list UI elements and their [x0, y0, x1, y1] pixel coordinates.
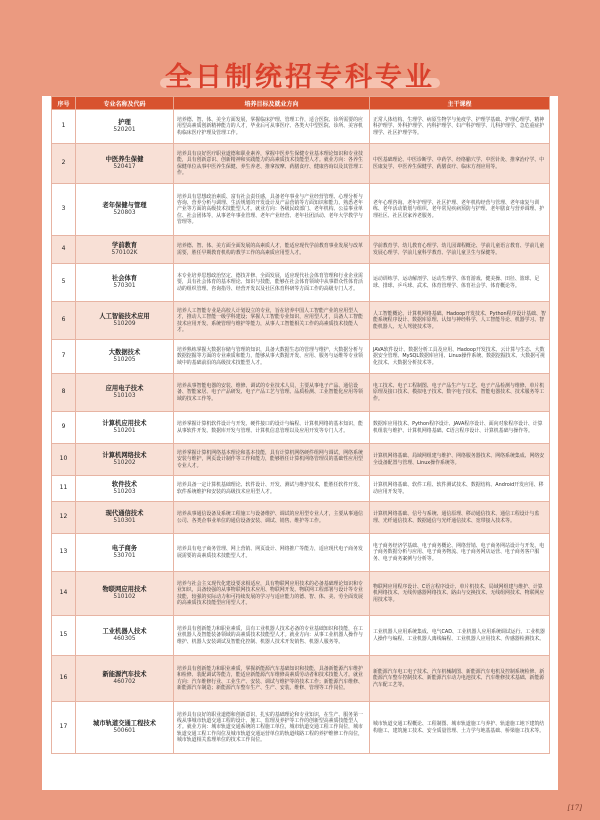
goal-cell: 培养熟练掌握大数据存储与管理的知识，具备大数据生态的管理与维护，大数据分析与数据挖掘等方面的专业素质和能力，能够从事大数据开发、应用、服务与运维等专业领域中的基础前沿的高级技术技能型人才。	[174, 340, 370, 374]
major-name: 大数据技术	[108, 349, 141, 356]
table-row	[52, 572, 550, 616]
major-name: 城市轨道交通工程技术	[93, 720, 156, 727]
major-name: 老年保健与管理	[102, 202, 147, 209]
major-cell	[76, 616, 174, 656]
table-row	[52, 302, 550, 340]
table-row	[52, 702, 550, 754]
goal-cell: 培养掌握计算机网络基本理论和基本技能，具有计算机网络硬件组网与调试，网络系统安装与维护，网页设计制作等工作和能力，能够胜任计算机网络管理员的基础性应用型专业人才。	[174, 444, 370, 476]
courses-cell: 电子商务经济学基础、电子商务概论、网络营销、电子商务网站设计与开发、电子商务数据分析与应用、电子商务物流、电子商务网店运营、电子商务客户服务、电子商务案例与分析等。	[370, 534, 550, 572]
goal-cell: 培养德、智、体、美全方面发展，掌握临床护理、管理工作，适合医院、诊所需要的应用型高素质创新精神能力的人才，毕业后可从事医疗、各类大中型医院、诊所、美容机构临床医疗护理及管理工作。	[174, 110, 370, 144]
major-code: 510301	[113, 518, 136, 524]
major-code: 510202	[113, 460, 136, 466]
major-name: 电子商务	[111, 545, 138, 552]
major-name: 软件技术	[111, 481, 138, 488]
table-header-row	[52, 97, 550, 110]
goal-cell: 培养从事智能电器的安装、维修、调试的专业技术人员，主要从事电子产品、通信设备、智能家居、电子产品研发、电子产品工艺与管理、品质检测、工业智能化应用等领域的技术工作等。	[174, 374, 370, 412]
courses-cell: 数据库应用技术、Python程序设计、JAVA程序设计、面向对象程序设计、计算机组装与维护、计算机网络基础、C语言程序设计、计算机基础与操作等。	[370, 412, 550, 444]
goal-cell: 培养与社会主义现代化建设要求相适应，具有物联网应用技术的必备基础理论知识和专业知识，具备较强的从事物联网技术应用、物联网开发、物联网工程部署与设计等专业技能，较强的实际动力和可持续发展的学习与适应能力的德、智、体、美、劳全面发展的高素质技术技能型应用型人才。	[174, 572, 370, 616]
major-code: 570102K	[111, 250, 138, 256]
courses-cell: 中医基础理论、中医诊断学、中药学、经络腧穴学、中医针灸、推拿治疗学、中医康复学、中医养生保健学、药膳食疗、临床方剂应用等。	[370, 144, 550, 184]
row-number: 16	[52, 656, 76, 702]
major-name: 人工智能技术应用	[99, 313, 150, 320]
major-code: 510203	[113, 489, 136, 495]
table-row	[52, 476, 550, 502]
major-cell	[76, 302, 174, 340]
courses-cell: 计算机网络基础、软件工程、软件测试技术、数据结构、Android开发应用、移动应用开发等。	[370, 476, 550, 502]
table-row	[52, 412, 550, 444]
row-number: 4	[52, 236, 76, 264]
goal-cell: 培养从事通信设备及系统工程施工与设备维护、调试的应用型专业人才，主要从事通信公司、各类企事业单位的通信设备安装、调试、销售、维护等工作。	[174, 502, 370, 534]
row-number: 12	[52, 502, 76, 534]
table-row	[52, 534, 550, 572]
major-cell	[76, 236, 174, 264]
major-name: 物联网应用技术	[102, 586, 147, 593]
major-name: 学前教育	[111, 242, 138, 249]
major-cell	[76, 374, 174, 412]
goal-cell: 培养具有良好医疗职业道德和职业素养，掌握中医养生保健专业基本理论知识和专业技能，具有创新意识、创新精神和实践能力的高素质技术技能型人才。就业方向：各养生保健单位从事中医养生保健、养生养老、推拿按摩、药膳食疗、健康咨询以及其管理工作。	[174, 144, 370, 184]
table-row	[52, 340, 550, 374]
goal-cell: 培养具有电子商务管理、网上营销、网页设计、网络推广等能力，适应现代电子商务发展需要的高素质技术技能型人才。	[174, 534, 370, 572]
courses-cell: 正常人体结构、生理学、病原生物学与免疫学、护理学基础、护理心理学、精神科护理学、外科护理学、内科护理学、妇产科护理学、儿科护理学、急危重症护理学、社区护理学等。	[370, 110, 550, 144]
courses-cell: 工业机器人应用系统集成、电气CAD、工业机器人应用系统调试运行、工业机器人操作与编程、工业机器人离线编程、工业机器人应用技术、传感器检测技术。	[370, 616, 550, 656]
major-code: 510201	[113, 428, 136, 434]
majors-table-container	[51, 96, 549, 754]
table-row	[52, 264, 550, 302]
major-code: 520417	[113, 164, 136, 170]
table-body	[52, 110, 550, 754]
page-title: 全日制统招专科专业	[165, 62, 435, 93]
row-number: 11	[52, 476, 76, 502]
major-cell	[76, 144, 174, 184]
courses-cell: 新能源汽车电工电子技术、汽车机械制图、新能源汽车电机及控制系统检修、新能源汽车整车控制技术、新能源汽车动力电池技术、汽车维修技术基础、新能源汽车配工艺等。	[370, 656, 550, 702]
goal-cell: 培养具有创新能力和职业素质，具有工业机器人技术必备的专业基础知识和技能，在工业机器人及智能装备领域的高素质技术技能型人才。就业方向：从事工业机器人操作与维护、机器人安装调试及智能化控制、机器人技术开发销售、机器人服务等。	[174, 616, 370, 656]
goal-cell: 培养具有良好的职业道德和创新意识，扎实的基础理论和专业知识，在生产、服务第一线从事城市轨道交通工程的设计、施工、监理及养护等工作的创新型高素质技能型人才。就业方向：城市轨道交通系统的工程施工单位，城市轨道交通工程工作岗位，城市轨道交通工程工作岗位及城市轨道交通运营单位的轨道线路工程的养护维修工作岗位，城市轨道相关监理单位的技术工作岗位。	[174, 702, 370, 754]
table-row	[52, 616, 550, 656]
major-cell	[76, 110, 174, 144]
header-num: 序号	[52, 97, 76, 110]
major-name: 新能源汽车技术	[102, 671, 147, 678]
courses-cell: JAVA软件设计、数据分析工具及应用、Hadoop开发技术、云计算与生态、大数据安全管理、MySQL数据库应用、Linux操作系统、数据挖掘技术、大数据可视化技术、大数据分析技术等。	[370, 340, 550, 374]
major-code: 530701	[113, 553, 136, 559]
right-border-background	[558, 0, 600, 820]
major-cell	[76, 656, 174, 702]
courses-cell: 物联网应用程序设计、C语言程序设计、单片机技术、局域网组建与维护、计算机网络技术、无线传感器网络技术、路由与交换技术、无线组网技术、物联网应用技术等。	[370, 572, 550, 616]
major-cell	[76, 534, 174, 572]
table-row	[52, 236, 550, 264]
courses-cell: 人工智能概论、计算机网络基础、Hadoop开发技术、Python程序设计基础、智能系统程序设计、数据库原理、认知与神经科学、人工智能导论、机器学习、智能机器人、无人驾驶技术等。	[370, 302, 550, 340]
major-name: 护理	[118, 119, 131, 126]
goal-cell: 培养人工智能专业是高校人计划设立的专业，旨在培养中国人工智能产业的应用型人才，推动人工智能一级学科建设；掌握人工智能专业知识，应用型人才，具备人工智能技术应用开发、系统管理与维护等能力，从事人工智能相关工作的高素质技术技能人才。	[174, 302, 370, 340]
table-row	[52, 444, 550, 476]
row-number: 17	[52, 702, 76, 754]
table-row	[52, 374, 550, 412]
goal-cell: 本专业培养思想政治坚定、德技并修、全面发展，适应现代社会体育管理和行业企业需要，具有社会体育的基本理论、知识与技能，能够在社会体育领域中从事群众性体育活动的组织管理、咨询指导、经营开发以及社区体育科研等方面工作的高级专门人才。	[174, 264, 370, 302]
courses-cell: 计算机网络基础、信号与系统、通信原理、移动通信技术、通信工程设计与监理、光纤通信技术、数据通信与光纤通信技术、宽带接入技术等。	[370, 502, 550, 534]
major-cell	[76, 476, 174, 502]
major-cell	[76, 444, 174, 476]
row-number: 3	[52, 184, 76, 236]
row-number: 9	[52, 412, 76, 444]
courses-cell: 电工技术、电子工程制图、电子产品生产与工艺、电子产品检测与维修、单片机原理及接口技术、模拟电子技术、数字电子技术、智能电器技术、技术服务等工作。	[370, 374, 550, 412]
major-name: 计算机网络技术	[102, 452, 147, 459]
major-code: 510205	[113, 357, 136, 363]
row-number: 15	[52, 616, 76, 656]
goal-cell: 培养具有创新能力和职业素质，掌握新能源汽车基础知识和技能，具备新能源汽车维护和检修、装配调试等能力，能适应新能源汽车维修高素质劳动者和技术技能人才。就业方向：汽车维修行业、工业生产、安装、调试与维护等的技术工作；新能源汽车维修、新能源汽车制造；新能源汽车整车生产、生产、安装、维修、管理等工作岗位。	[174, 656, 370, 702]
major-code: 510103	[113, 393, 136, 399]
goal-cell: 培养德、智、体、美方面全面发展的高素质人才，能适应现代学前教育事业发展与改革需要，胜任早期教育机构的教学工作的高素质应用型人才。	[174, 236, 370, 264]
table-row	[52, 502, 550, 534]
row-number: 10	[52, 444, 76, 476]
courses-cell: 老年心理咨询、老年护理学、社区护理、老年机构经营与管理、老年康复与训练、老年活动策划与组织、老年常见疾病预防与护理、老年膳食与营养调理、护理社区、社区居家养老服务。	[370, 184, 550, 236]
major-name: 社会体育	[111, 275, 138, 282]
courses-cell: 计算机网络基础、局域网组建与维护、网络服务器技术、网络系统集成、网络安全设备配置与管理、Linux操作系统等。	[370, 444, 550, 476]
table-row	[52, 184, 550, 236]
footer-background	[0, 790, 600, 820]
goal-cell: 培养具有思想政治素质、富有社会责任感，具备老年事业与产业经营管理、心理分析与咨询、营养分析与调理、生活规划的开发设计及产品营销等方面知识和能力，熟悉老年产业等方面的高级技术技能型人才。就业方向：各级民政部门、老年机构、公益事业单位、社会团体等，从事老年事业管理、老年产业经营、老年社团活动、老年大学教学与管理等。	[174, 184, 370, 236]
goal-cell: 培养掌握计算机软件设计与开发、硬件接口的设计与编程、计算机网络的基本知识，能从事软件开发、数据库开发与管理、计算机信息管理以及应用开发等专门人才。	[174, 412, 370, 444]
row-number: 13	[52, 534, 76, 572]
major-code: 510102	[113, 594, 136, 600]
row-number: 5	[52, 264, 76, 302]
row-number: 6	[52, 302, 76, 340]
major-code: 460702	[113, 679, 136, 685]
major-name: 工业机器人技术	[102, 628, 147, 635]
major-cell	[76, 502, 174, 534]
row-number: 1	[52, 110, 76, 144]
major-code: 520803	[113, 210, 136, 216]
major-cell	[76, 340, 174, 374]
major-cell	[76, 184, 174, 236]
header-major: 专业名称及代码	[76, 97, 174, 110]
header-goal: 培养目标及就业方向	[174, 97, 370, 110]
major-cell	[76, 702, 174, 754]
major-code: 510209	[113, 321, 136, 327]
goal-cell: 培养具备一定计算机基础理论、软件设计、开发、测试与维护技术，能胜任软件开发、软件系统维护和安装的高级技术应用型人才。	[174, 476, 370, 502]
courses-cell: 城市轨道交通工程概论、工程制图、城市轨道施工与养护、轨道施工地下建筑结构施工、建筑施工技术、安全质量管理、土力学与地基基础、桥梁施工技术等。	[370, 702, 550, 754]
major-cell	[76, 412, 174, 444]
row-number: 2	[52, 144, 76, 184]
majors-table	[51, 96, 550, 754]
courses-cell: 运动训练学、运动解剖学、运动生理学、体育游戏、健美操、田径、篮球、足球、排球、乒乓球、武术、体育管理学、体育社会学、体育概论等。	[370, 264, 550, 302]
major-code: 520201	[113, 127, 136, 133]
page-number: [17]	[567, 804, 582, 812]
major-code: 500601	[113, 728, 136, 734]
major-name: 现代通信技术	[105, 510, 144, 517]
left-border-background	[0, 0, 42, 820]
major-code: 570301	[113, 283, 136, 289]
table-row	[52, 110, 550, 144]
major-name: 中医养生保健	[105, 156, 144, 163]
courses-cell: 学前教育学、幼儿教育心理学、幼儿园课程概论、学前儿童语言教育、学前儿童发展心理学、学前儿童科学教育、学前儿童卫生与保健等。	[370, 236, 550, 264]
header-courses: 主干课程	[370, 97, 550, 110]
row-number: 14	[52, 572, 76, 616]
major-code: 460305	[113, 636, 136, 642]
major-name: 应用电子技术	[105, 385, 144, 392]
table-row	[52, 656, 550, 702]
row-number: 8	[52, 374, 76, 412]
major-name: 计算机应用技术	[102, 420, 147, 427]
table-row	[52, 144, 550, 184]
major-cell	[76, 264, 174, 302]
row-number: 7	[52, 340, 76, 374]
major-cell	[76, 572, 174, 616]
